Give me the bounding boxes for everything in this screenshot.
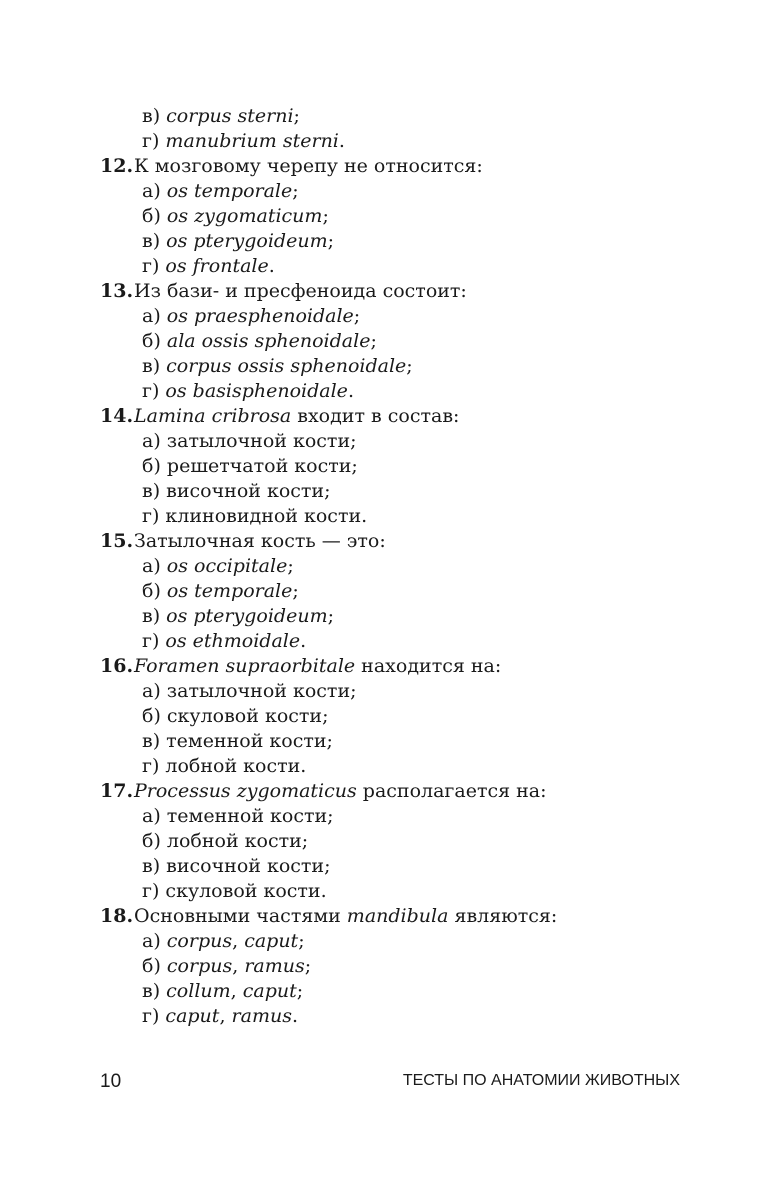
answer-prefix: а) <box>142 305 167 327</box>
answer-option <box>100 829 700 854</box>
answer-text: затылочной кости; <box>166 680 357 702</box>
answer-prefix: б) <box>142 830 167 852</box>
question-stem <box>100 779 700 804</box>
answer-prefix: а) <box>142 805 167 827</box>
question-number: 14. <box>100 405 134 427</box>
question-text: К мозговому черепу не относится: <box>134 155 483 177</box>
answer-option <box>100 854 700 879</box>
answer-prefix: г) <box>142 755 166 777</box>
answer-option <box>100 379 700 404</box>
question-block <box>100 654 700 779</box>
question-stem <box>100 154 700 179</box>
answer-latin-term: os pterygoideum <box>166 230 328 252</box>
answer-text: ; <box>322 205 329 227</box>
answer-text: височной кости; <box>166 855 331 877</box>
answer-prefix: в) <box>142 855 167 877</box>
answer-latin-term: ramus <box>231 1005 292 1027</box>
answer-latin-term: corpus ossis sphenoidale <box>166 355 407 377</box>
question-block <box>100 904 700 1029</box>
question-latin-term: Foramen supraorbitale <box>134 655 356 677</box>
answer-prefix: г) <box>142 630 166 652</box>
answer-text: клиновидной кости. <box>165 505 368 527</box>
answer-option <box>100 504 700 529</box>
answer-text: теменной кости; <box>166 730 333 752</box>
answer-latin-term: corpus <box>166 930 233 952</box>
answer-prefix: в) <box>142 355 167 377</box>
answer-prefix: г) <box>142 255 166 277</box>
question-latin-term: Lamina cribrosa <box>134 405 292 427</box>
answer-prefix: а) <box>142 930 167 952</box>
answer-text: ; <box>327 605 334 627</box>
continued-answer <box>100 129 700 154</box>
answer-prefix: б) <box>142 705 167 727</box>
answer-text: . <box>347 380 354 402</box>
answer-text: , <box>232 930 245 952</box>
answer-text: . <box>300 630 307 652</box>
question-number: 18. <box>100 905 134 927</box>
answer-prefix: а) <box>142 555 167 577</box>
answer-text: , <box>232 955 245 977</box>
question-stem <box>100 904 700 929</box>
answer-text: ; <box>298 930 305 952</box>
answer-option <box>100 579 700 604</box>
answer-prefix: б) <box>142 580 167 602</box>
question-number: 16. <box>100 655 134 677</box>
answer-text: ; <box>287 555 294 577</box>
answer-text: . <box>268 255 275 277</box>
question-number: 17. <box>100 780 134 802</box>
question-latin-term: Processus zygomaticus <box>134 780 357 802</box>
answer-latin-term: manubrium sterni <box>165 130 339 152</box>
answer-prefix: в) <box>142 230 167 252</box>
answer-option <box>100 704 700 729</box>
answer-option <box>100 804 700 829</box>
answer-option <box>100 454 700 479</box>
answer-text: , <box>230 980 243 1002</box>
answer-text: ; <box>327 230 334 252</box>
question-text: входит в состав: <box>291 405 460 427</box>
answer-text: решетчатой кости; <box>166 455 358 477</box>
answer-text: ; <box>353 305 361 327</box>
question-number: 15. <box>100 530 134 552</box>
answer-option <box>100 954 700 979</box>
answer-prefix: а) <box>142 430 167 452</box>
answer-text: теменной кости; <box>166 805 334 827</box>
answer-latin-term: os temporale <box>166 180 293 202</box>
answer-latin-term: os ethmoidale <box>165 630 301 652</box>
answer-latin-term: caput <box>244 930 299 952</box>
question-block <box>100 279 700 404</box>
answer-latin-term: corpus sterni <box>166 105 294 127</box>
answer-option <box>100 629 700 654</box>
page-number: 10 <box>100 1071 122 1092</box>
question-text: Затылочная кость — это: <box>134 530 386 552</box>
answer-prefix: б) <box>142 955 167 977</box>
question-number: 13. <box>100 280 134 302</box>
answer-option <box>100 254 700 279</box>
answer-option <box>100 754 700 779</box>
page-footer <box>100 1068 680 1096</box>
answer-option <box>100 729 700 754</box>
answer-text: ; <box>292 580 299 602</box>
answer-latin-term: os zygomaticum <box>166 205 323 227</box>
question-block <box>100 404 700 529</box>
answer-option <box>100 979 700 1004</box>
answer-prefix: а) <box>142 680 167 702</box>
answer-latin-term: os pterygoideum <box>166 605 328 627</box>
continued-answer <box>100 104 700 129</box>
answer-option <box>100 1004 700 1029</box>
question-text: Основными частями <box>134 905 347 927</box>
answer-text: , <box>219 1005 232 1027</box>
answer-option <box>100 179 700 204</box>
question-text: располагается на: <box>356 780 547 802</box>
question-text: являются: <box>448 905 558 927</box>
answer-prefix: а) <box>142 180 167 202</box>
answer-prefix: г) <box>142 380 166 402</box>
test-content <box>100 104 700 1029</box>
answer-prefix: б) <box>142 205 167 227</box>
answer-prefix: б) <box>142 455 167 477</box>
answer-latin-term: corpus <box>166 955 233 977</box>
answer-text: лобной кости; <box>166 830 309 852</box>
answer-prefix: б) <box>142 330 167 352</box>
question-number: 12. <box>100 155 134 177</box>
answer-text: ; <box>406 355 413 377</box>
answer-option <box>100 329 700 354</box>
answer-prefix: в) <box>142 730 167 752</box>
answer-latin-term: os occipitale <box>166 555 288 577</box>
answer-text: ; <box>296 980 304 1002</box>
answer-text: лобной кости. <box>165 755 307 777</box>
answer-prefix: в) <box>142 480 167 502</box>
answer-text: затылочной кости; <box>166 430 357 452</box>
answer-text: височной кости; <box>166 480 331 502</box>
answer-option <box>100 554 700 579</box>
answer-prefix: г) <box>142 505 166 527</box>
question-block <box>100 779 700 904</box>
answer-prefix: г) <box>142 130 166 152</box>
answer-text: ; <box>293 105 300 127</box>
question-block <box>100 529 700 654</box>
answer-latin-term: ramus <box>244 955 305 977</box>
answer-latin-term: os temporale <box>166 580 293 602</box>
question-stem <box>100 279 700 304</box>
answer-latin-term: os praesphenoidale <box>166 305 354 327</box>
answer-latin-term: os frontale <box>165 255 269 277</box>
answer-option <box>100 229 700 254</box>
answer-text: . <box>291 1005 298 1027</box>
answer-option <box>100 679 700 704</box>
answer-option <box>100 304 700 329</box>
answer-text: . <box>338 130 345 152</box>
running-title: ТЕСТЫ ПО АНАТОМИИ ЖИВОТНЫХ <box>402 1072 680 1089</box>
answer-option <box>100 604 700 629</box>
answer-latin-term: caput <box>242 980 297 1002</box>
answer-text: ; <box>292 180 299 202</box>
question-stem <box>100 654 700 679</box>
answer-prefix: в) <box>142 105 167 127</box>
answer-latin-term: os basisphenoidale <box>165 380 348 402</box>
answer-prefix: г) <box>142 1005 166 1027</box>
question-latin-term: mandibula <box>346 905 449 927</box>
answer-option <box>100 879 700 904</box>
answer-latin-term: ala ossis sphenoidale <box>166 330 371 352</box>
answer-option <box>100 929 700 954</box>
question-text: Из бази- и пресфеноида состоит: <box>134 280 467 302</box>
answer-option <box>100 204 700 229</box>
answer-text: скуловой кости. <box>165 880 327 902</box>
question-block <box>100 154 700 279</box>
answer-text: ; <box>370 330 377 352</box>
answer-option <box>100 479 700 504</box>
answer-option <box>100 354 700 379</box>
answer-text: ; <box>304 955 312 977</box>
answer-prefix: в) <box>142 605 167 627</box>
question-text: находится на: <box>355 655 502 677</box>
answer-latin-term: caput <box>165 1005 220 1027</box>
answer-text: скуловой кости; <box>166 705 329 727</box>
answer-prefix: г) <box>142 880 166 902</box>
answer-latin-term: collum <box>166 980 231 1002</box>
answer-option <box>100 429 700 454</box>
answer-prefix: в) <box>142 980 167 1002</box>
question-stem <box>100 529 700 554</box>
question-stem <box>100 404 700 429</box>
